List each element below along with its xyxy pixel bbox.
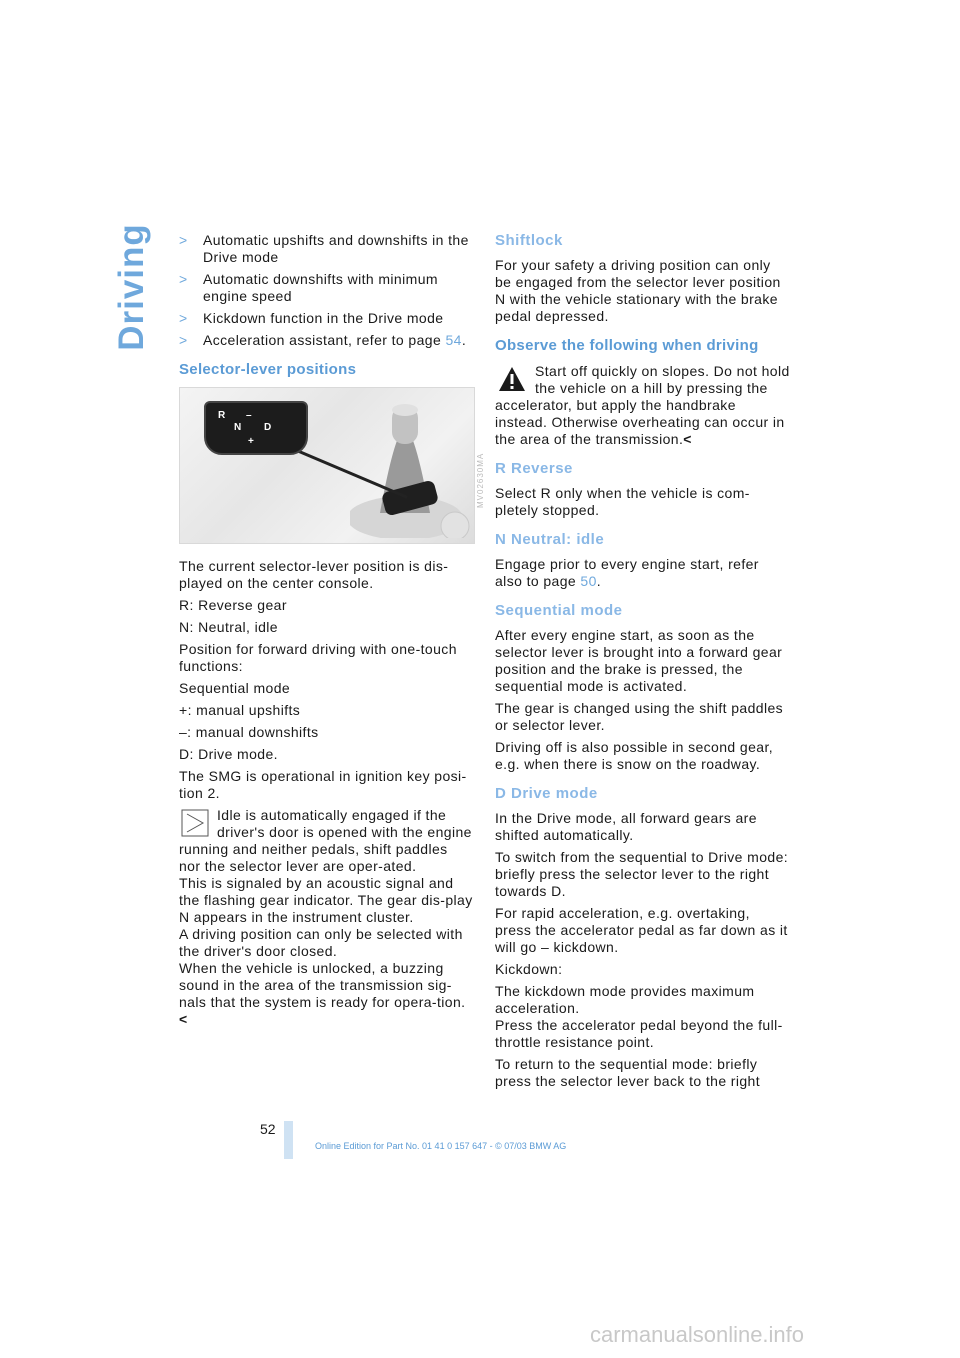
paragraph: –: manual downshifts bbox=[179, 724, 319, 740]
footer-text: Online Edition for Part No. 01 41 0 157 647 - © 07/03 BMW AG bbox=[315, 1141, 567, 1151]
warning-icon bbox=[497, 365, 527, 393]
paragraph: +: manual upshifts bbox=[179, 702, 301, 718]
paragraph bbox=[495, 556, 790, 590]
label-d: D bbox=[264, 422, 272, 433]
note-text-4: When the vehicle is unlocked, a buzzing sound in the area of the transmission sig-nals that the system is ready for opera-tion. bbox=[179, 960, 466, 1010]
paragraph: To return to the sequential mode: briefly press the selector lever back to the right bbox=[495, 1056, 761, 1089]
section-side-title bbox=[112, 223, 152, 351]
bullet-text: Automatic upshifts and downshifts in the Drive mode bbox=[203, 232, 469, 265]
right-column bbox=[495, 232, 790, 1095]
paragraph: D: Drive mode. bbox=[179, 746, 278, 762]
note-icon bbox=[181, 809, 209, 837]
paragraph-text: The kickdown mode provides maximum acceleration. bbox=[495, 983, 755, 1016]
warning-text: Start off quickly on slopes. Do not hold the vehicle on a hill by pressing the accelerator, but apply the handbrake instead. Otherwise overheating can occur in the area of the transmission. bbox=[495, 363, 790, 447]
paragraph-text: Engage prior to every engine start, refer also to page bbox=[495, 556, 759, 589]
paragraph: R: Reverse gear bbox=[179, 597, 287, 613]
end-mark: < bbox=[683, 431, 692, 447]
section-title-text: Driving bbox=[112, 223, 151, 351]
paragraph: The current selector-lever position is dis-played on the center console. bbox=[179, 558, 449, 591]
paragraph: In the Drive mode, all forward gears are shifted automatically. bbox=[495, 810, 757, 843]
label-n: N bbox=[234, 422, 242, 433]
selector-lever-figure bbox=[179, 387, 475, 544]
bullet-text bbox=[203, 332, 473, 349]
bullet-mark: > bbox=[179, 310, 188, 326]
label-plus: + bbox=[248, 436, 255, 447]
paragraph: The SMG is operational in ignition key posi-tion 2. bbox=[179, 768, 467, 801]
heading-shiftlock: Shiftlock bbox=[495, 232, 563, 249]
list-item bbox=[179, 332, 473, 349]
page-accent-bar bbox=[284, 1121, 293, 1159]
paragraph: Position for forward driving with one-touch functions: bbox=[179, 641, 457, 674]
bullet-end: . bbox=[461, 332, 467, 348]
note-block bbox=[179, 807, 473, 1028]
paragraph: Sequential mode bbox=[179, 680, 291, 696]
paragraph bbox=[495, 983, 790, 1051]
left-column bbox=[179, 232, 473, 1033]
bullet-text-main: Acceleration assistant, refer to page bbox=[203, 332, 442, 348]
watermark: carmanualsonline.info bbox=[590, 1322, 805, 1347]
paragraph: To switch from the sequential to Drive mode: briefly press the selector lever to the right towards D. bbox=[495, 849, 789, 899]
paragraph: Kickdown: bbox=[495, 961, 563, 977]
page-number: 52 bbox=[260, 1121, 276, 1137]
label-r: R bbox=[218, 410, 226, 421]
heading-selector-lever-positions: Selector-lever positions bbox=[179, 361, 357, 378]
selector-display-inset bbox=[204, 401, 308, 455]
paragraph: After every engine start, as soon as the selector lever is brought into a forward gear position and the brake is pressed, the sequential mode is activated. bbox=[495, 627, 783, 694]
paragraph: For rapid acceleration, e.g. overtaking, press the accelerator pedal as far down as it will go – kickdown. bbox=[495, 905, 788, 955]
bullet-mark: > bbox=[179, 332, 188, 348]
page-link-50[interactable]: 50 bbox=[580, 573, 597, 589]
heading-observe: Observe the following when driving bbox=[495, 337, 759, 354]
end-mark: < bbox=[179, 1011, 188, 1027]
note-text-3: A driving position can only be selected with the driver's door closed. bbox=[179, 926, 463, 959]
figure-code: MV02630MA bbox=[476, 452, 485, 508]
paragraph: Select R only when the vehicle is com-pletely stopped. bbox=[495, 485, 750, 518]
warning-block bbox=[495, 363, 790, 448]
heading-reverse: R Reverse bbox=[495, 460, 573, 477]
list-item bbox=[179, 232, 473, 266]
paragraph: N: Neutral, idle bbox=[179, 619, 278, 635]
list-item bbox=[179, 271, 473, 305]
heading-neutral: N Neutral: idle bbox=[495, 531, 605, 548]
paragraph: Driving off is also possible in second gear, e.g. when there is snow on the roadway. bbox=[495, 739, 774, 772]
heading-sequential: Sequential mode bbox=[495, 602, 623, 619]
gear-lever-illustration bbox=[350, 398, 470, 538]
paragraph-end: . bbox=[596, 573, 602, 589]
heading-drive: D Drive mode bbox=[495, 785, 598, 802]
label-minus: – bbox=[246, 410, 252, 421]
paragraph: For your safety a driving position can only be engaged from the selector lever position N with the vehicle stationary with the brake pedal depressed. bbox=[495, 257, 781, 324]
page-link-54[interactable]: 54 bbox=[445, 332, 462, 348]
note-text-2: This is signaled by an acoustic signal and the flashing gear indicator. The gear dis-play N appears in the instrument cluster. bbox=[179, 875, 473, 925]
list-item bbox=[179, 310, 473, 327]
bullet-mark: > bbox=[179, 271, 188, 287]
bullet-text: Kickdown function in the Drive mode bbox=[203, 310, 444, 326]
bullet-mark: > bbox=[179, 232, 188, 248]
note-text: Idle is automatically engaged if the driver's door is opened with the engine running and neither pedals, shift paddles nor the selector lever are oper-ated. bbox=[179, 807, 472, 874]
paragraph-text-2: Press the accelerator pedal beyond the full-throttle resistance point. bbox=[495, 1017, 783, 1050]
paragraph: The gear is changed using the shift paddles or selector lever. bbox=[495, 700, 784, 733]
bullet-text: Automatic downshifts with minimum engine speed bbox=[203, 271, 438, 304]
